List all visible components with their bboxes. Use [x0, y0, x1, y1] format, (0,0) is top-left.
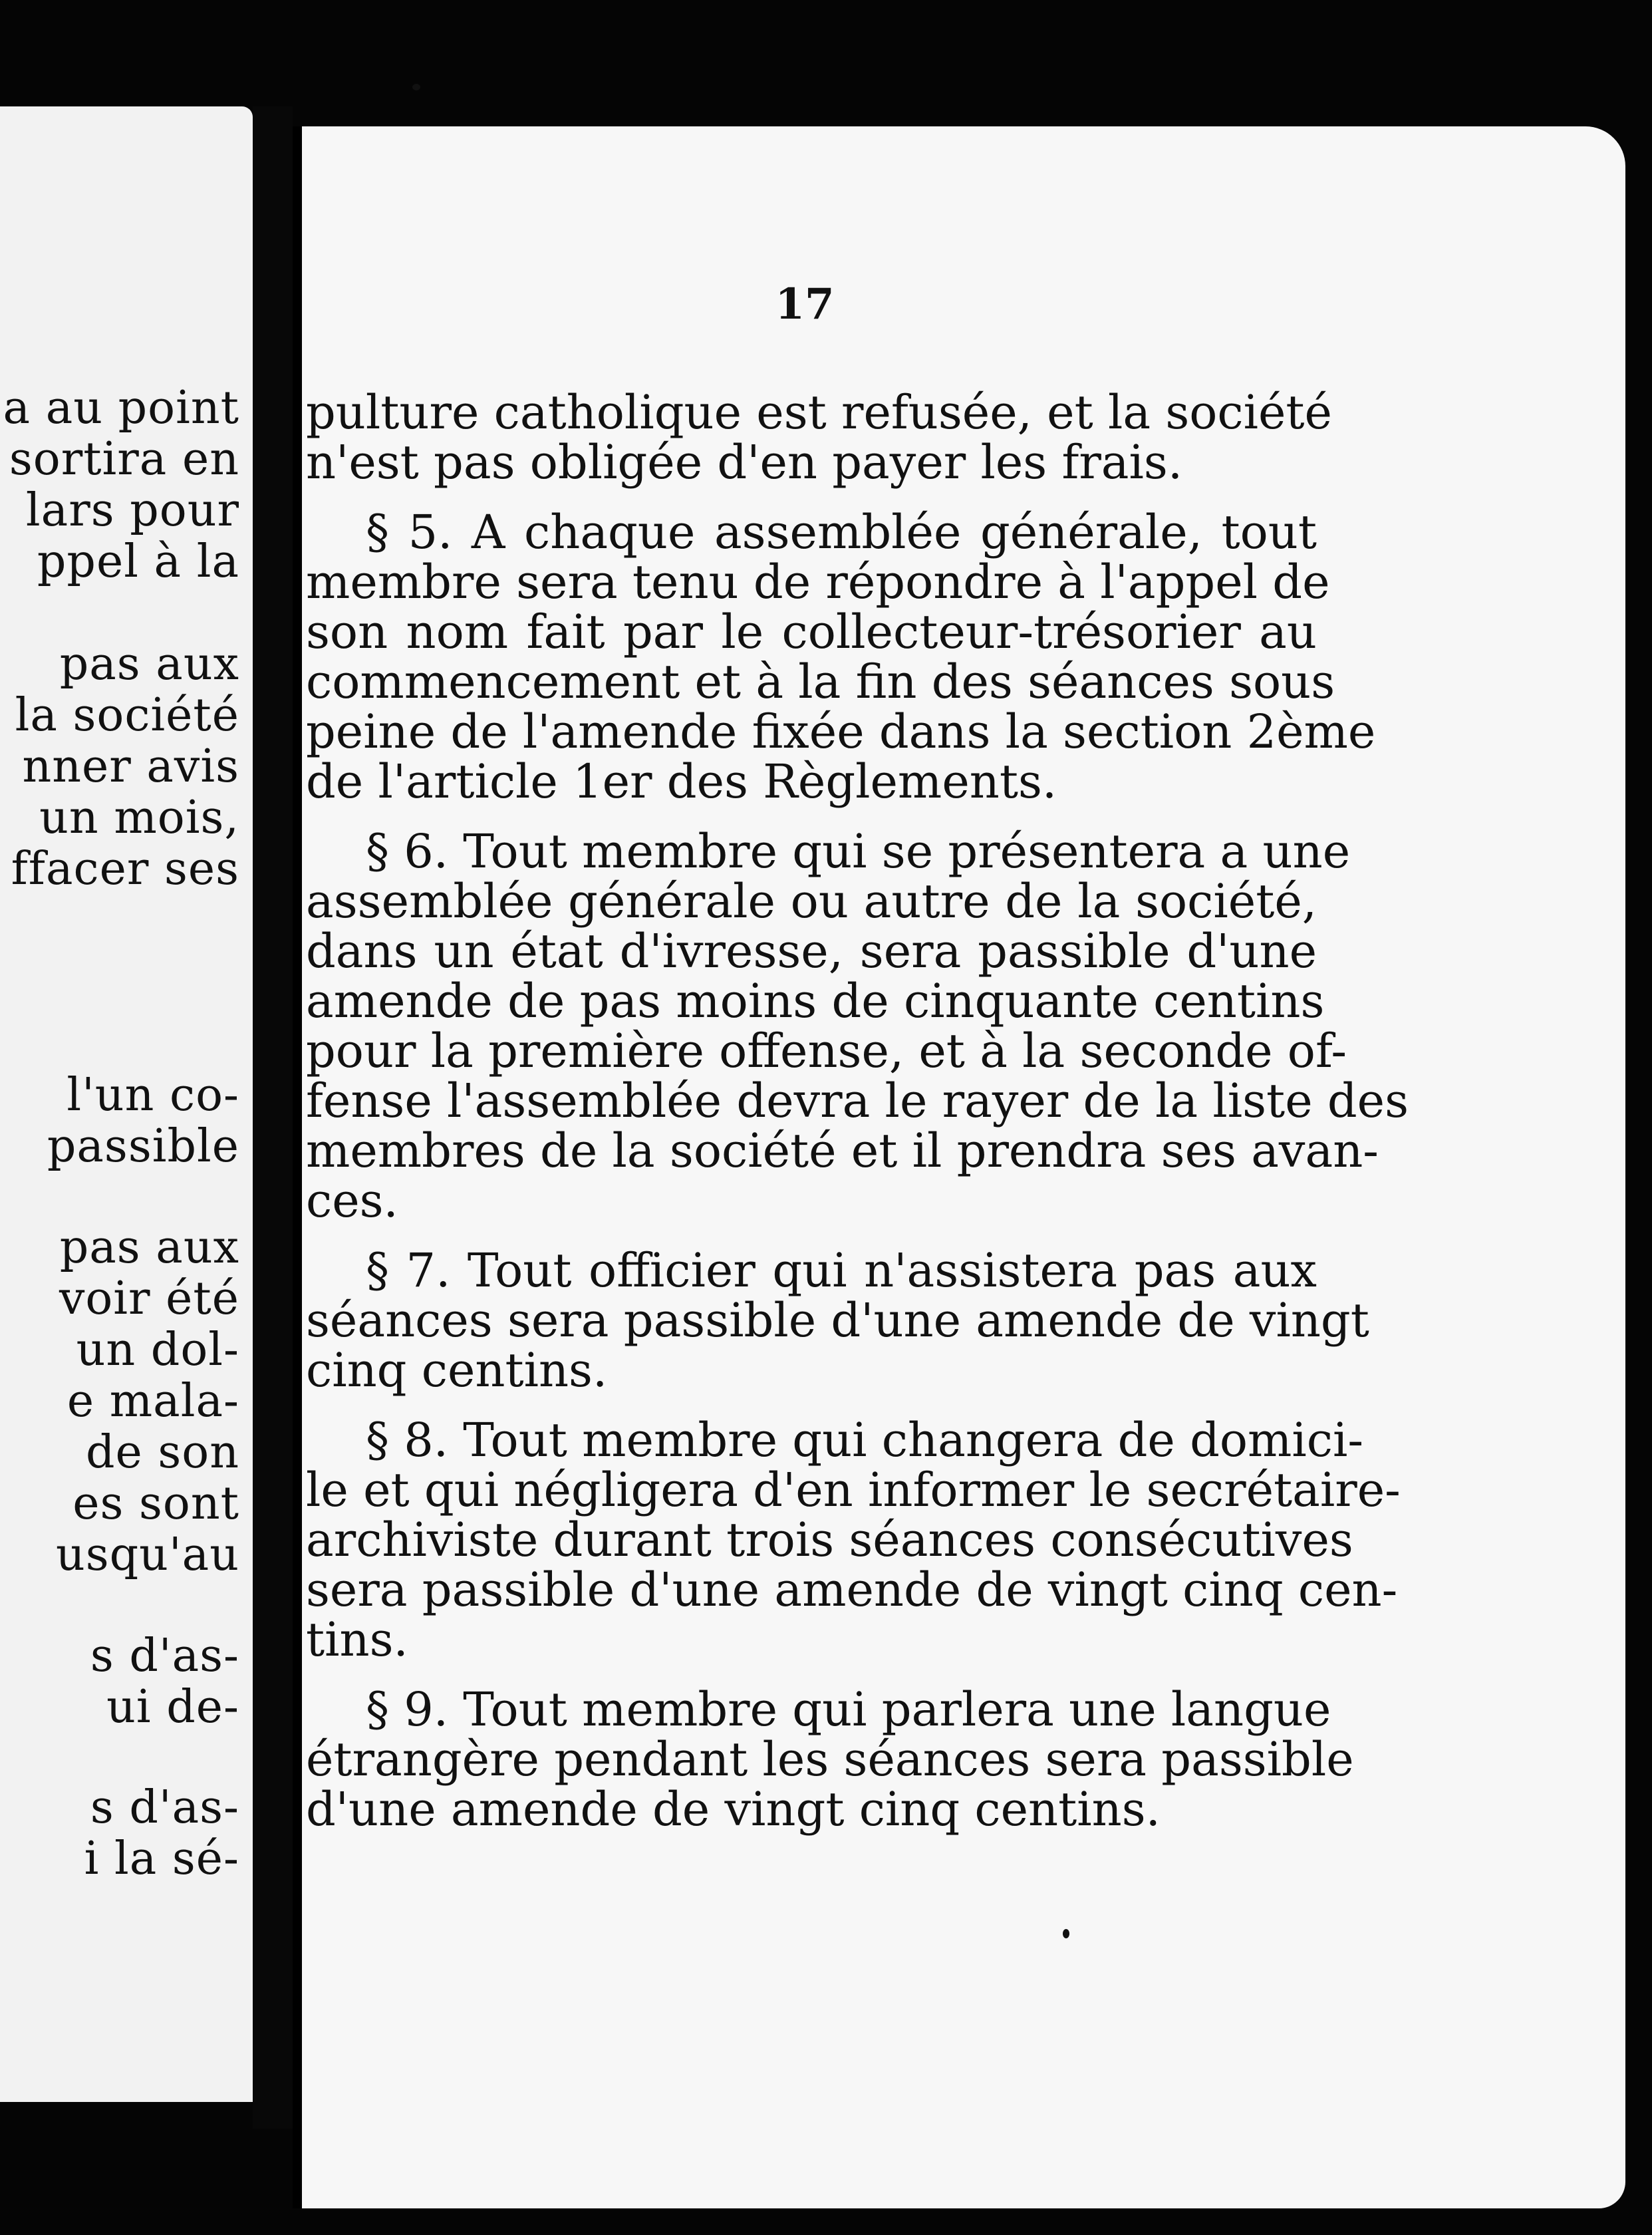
body-line: le et qui négligera d'en informer le secrétaire- — [306, 1463, 1401, 1517]
left-line: pas aux — [59, 638, 239, 690]
left-line: passible — [47, 1120, 239, 1173]
left-line: un mois, — [39, 792, 239, 844]
section-6-first-line: § 6. Tout membre qui se présentera a une — [366, 824, 1351, 879]
left-line: ppel à la — [37, 535, 239, 588]
section-9-first-line: § 9. Tout membre qui parlera une langue — [366, 1682, 1331, 1737]
left-line: la société — [15, 689, 239, 742]
left-line: un dol- — [76, 1324, 239, 1376]
left-line: ui de- — [106, 1681, 239, 1733]
left-line: usqu'au — [55, 1529, 239, 1581]
body-line: assemblée générale ou autre de la société, — [306, 874, 1317, 929]
left-line: s d'as- — [90, 1630, 239, 1682]
body-line: tins. — [306, 1612, 408, 1667]
body-line: n'est pas obligée d'en payer les frais. — [306, 435, 1183, 490]
left-line: es sont — [72, 1477, 239, 1530]
ink-speck — [412, 84, 420, 90]
left-line: de son — [85, 1426, 239, 1479]
left-line: i la sé- — [84, 1833, 239, 1885]
left-line: l'un co- — [67, 1069, 239, 1121]
body-line: d'une amende de vingt cinq centins. — [306, 1782, 1161, 1837]
left-line: nner avis — [22, 740, 239, 793]
left-line: ffacer ses — [11, 843, 239, 895]
left-line: lars pour — [25, 484, 239, 537]
body-line: archiviste durant trois séances consécutives — [306, 1513, 1353, 1567]
left-line: pas aux — [59, 1221, 239, 1274]
left-line: voir été — [59, 1272, 239, 1325]
body-line: séances sera passible d'une amende de vingt — [306, 1293, 1369, 1348]
left-line: s d'as- — [90, 1781, 239, 1834]
body-line: amende de pas moins de cinquante centins — [306, 974, 1325, 1028]
body-line: sera passible d'une amende de vingt cinq cen- — [306, 1563, 1398, 1617]
body-line: fense l'assemblée devra le rayer de la liste des — [306, 1074, 1409, 1128]
body-line: pour la première offense, et à la seconde of- — [306, 1024, 1347, 1078]
left-line: e mala- — [67, 1375, 239, 1427]
body-line: membres de la société et il prendra ses avan- — [306, 1123, 1379, 1178]
body-line: pulture catholique est refusée, et la société — [306, 385, 1332, 440]
body-line: son nom fait par le collecteur-trésorier au — [306, 605, 1317, 659]
section-5-first-line: § 5. A chaque assemblée générale, tout — [366, 505, 1317, 559]
body-line: étrangère pendant les séances sera passible — [306, 1732, 1354, 1787]
body-line: membre sera tenu de répondre à l'appel de — [306, 555, 1330, 609]
section-8-first-line: § 8. Tout membre qui changera de domici- — [366, 1413, 1364, 1467]
page-number: 17 — [775, 279, 835, 329]
ink-speck — [1063, 1929, 1069, 1938]
body-line: cinq centins. — [306, 1343, 608, 1398]
body-line: dans un état d'ivresse, sera passible d'une — [306, 924, 1317, 978]
book-gutter — [253, 106, 293, 2129]
body-line: commencement et à la fin des séances sous — [306, 655, 1335, 709]
body-line: ces. — [306, 1173, 398, 1228]
section-7-first-line: § 7. Tout officier qui n'assistera pas aux — [366, 1243, 1317, 1298]
body-line: peine de l'amende fixée dans la section 2ème — [306, 704, 1376, 759]
left-page — [0, 106, 253, 2102]
left-line: sortira en — [9, 433, 239, 486]
body-line: de l'article 1er des Règlements. — [306, 754, 1057, 809]
left-line: a au point — [3, 382, 239, 434]
